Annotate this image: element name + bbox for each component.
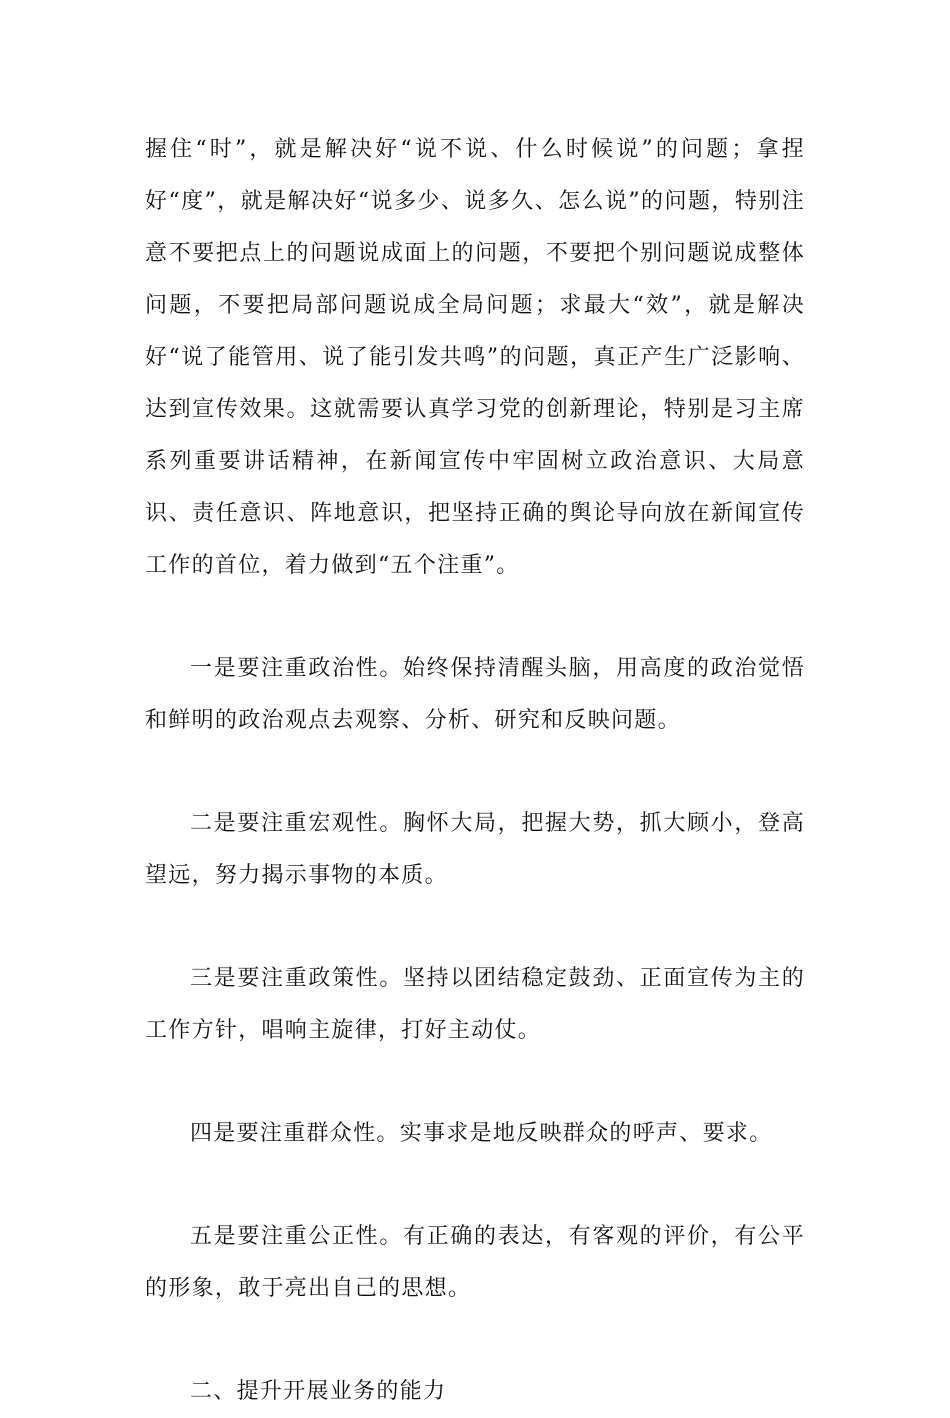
paragraph-point-3: 三是要注重政策性。坚持以团结稳定鼓劲、正面宣传为主的工作方针，唱响主旋律，打好主动仗。 xyxy=(145,966,805,1043)
paragraph-point-4: 四是要注重群众性。实事求是地反映群众的呼声、要求。 xyxy=(190,1121,773,1146)
paragraph-point-2: 二是要注重宏观性。胸怀大局，把握大势，抓大顾小，登高望远，努力揭示事物的本质。 xyxy=(145,811,805,888)
section-heading: 二、提升开展业务的能力 xyxy=(190,1379,447,1404)
document-body xyxy=(145,124,805,1418)
paragraph-intro: 握住“时”，就是解决好“说不说、什么时候说”的问题；拿捏好“度”，就是解决好“说多少、说多久、怎么说”的问题，特别注意不要把点上的问题说成面上的问题，不要把个别问题说成整体问题，不要把局部问题说成全局问题；求最大“效”，就是解决好“说了能管用、说了能引发共鸣”的问题，真正产生广泛影响、达到宣传效果。这就需要认真学习党的创新理论，特别是习主席系列重要讲话精神，在新闻宣传中牢固树立政治意识、大局意识、责任意识、阵地意识，把坚持正确的舆论导向放在新闻宣传工作的首位，着力做到“五个注重”。 xyxy=(145,137,805,578)
paragraph-point-5: 五是要注重公正性。有正确的表达，有客观的评价，有公平的形象，敢于亮出自己的思想。 xyxy=(145,1224,805,1301)
paragraph-point-1: 一是要注重政治性。始终保持清醒头脑，用高度的政治觉悟和鲜明的政治观点去观察、分析、研究和反映问题。 xyxy=(145,656,805,733)
